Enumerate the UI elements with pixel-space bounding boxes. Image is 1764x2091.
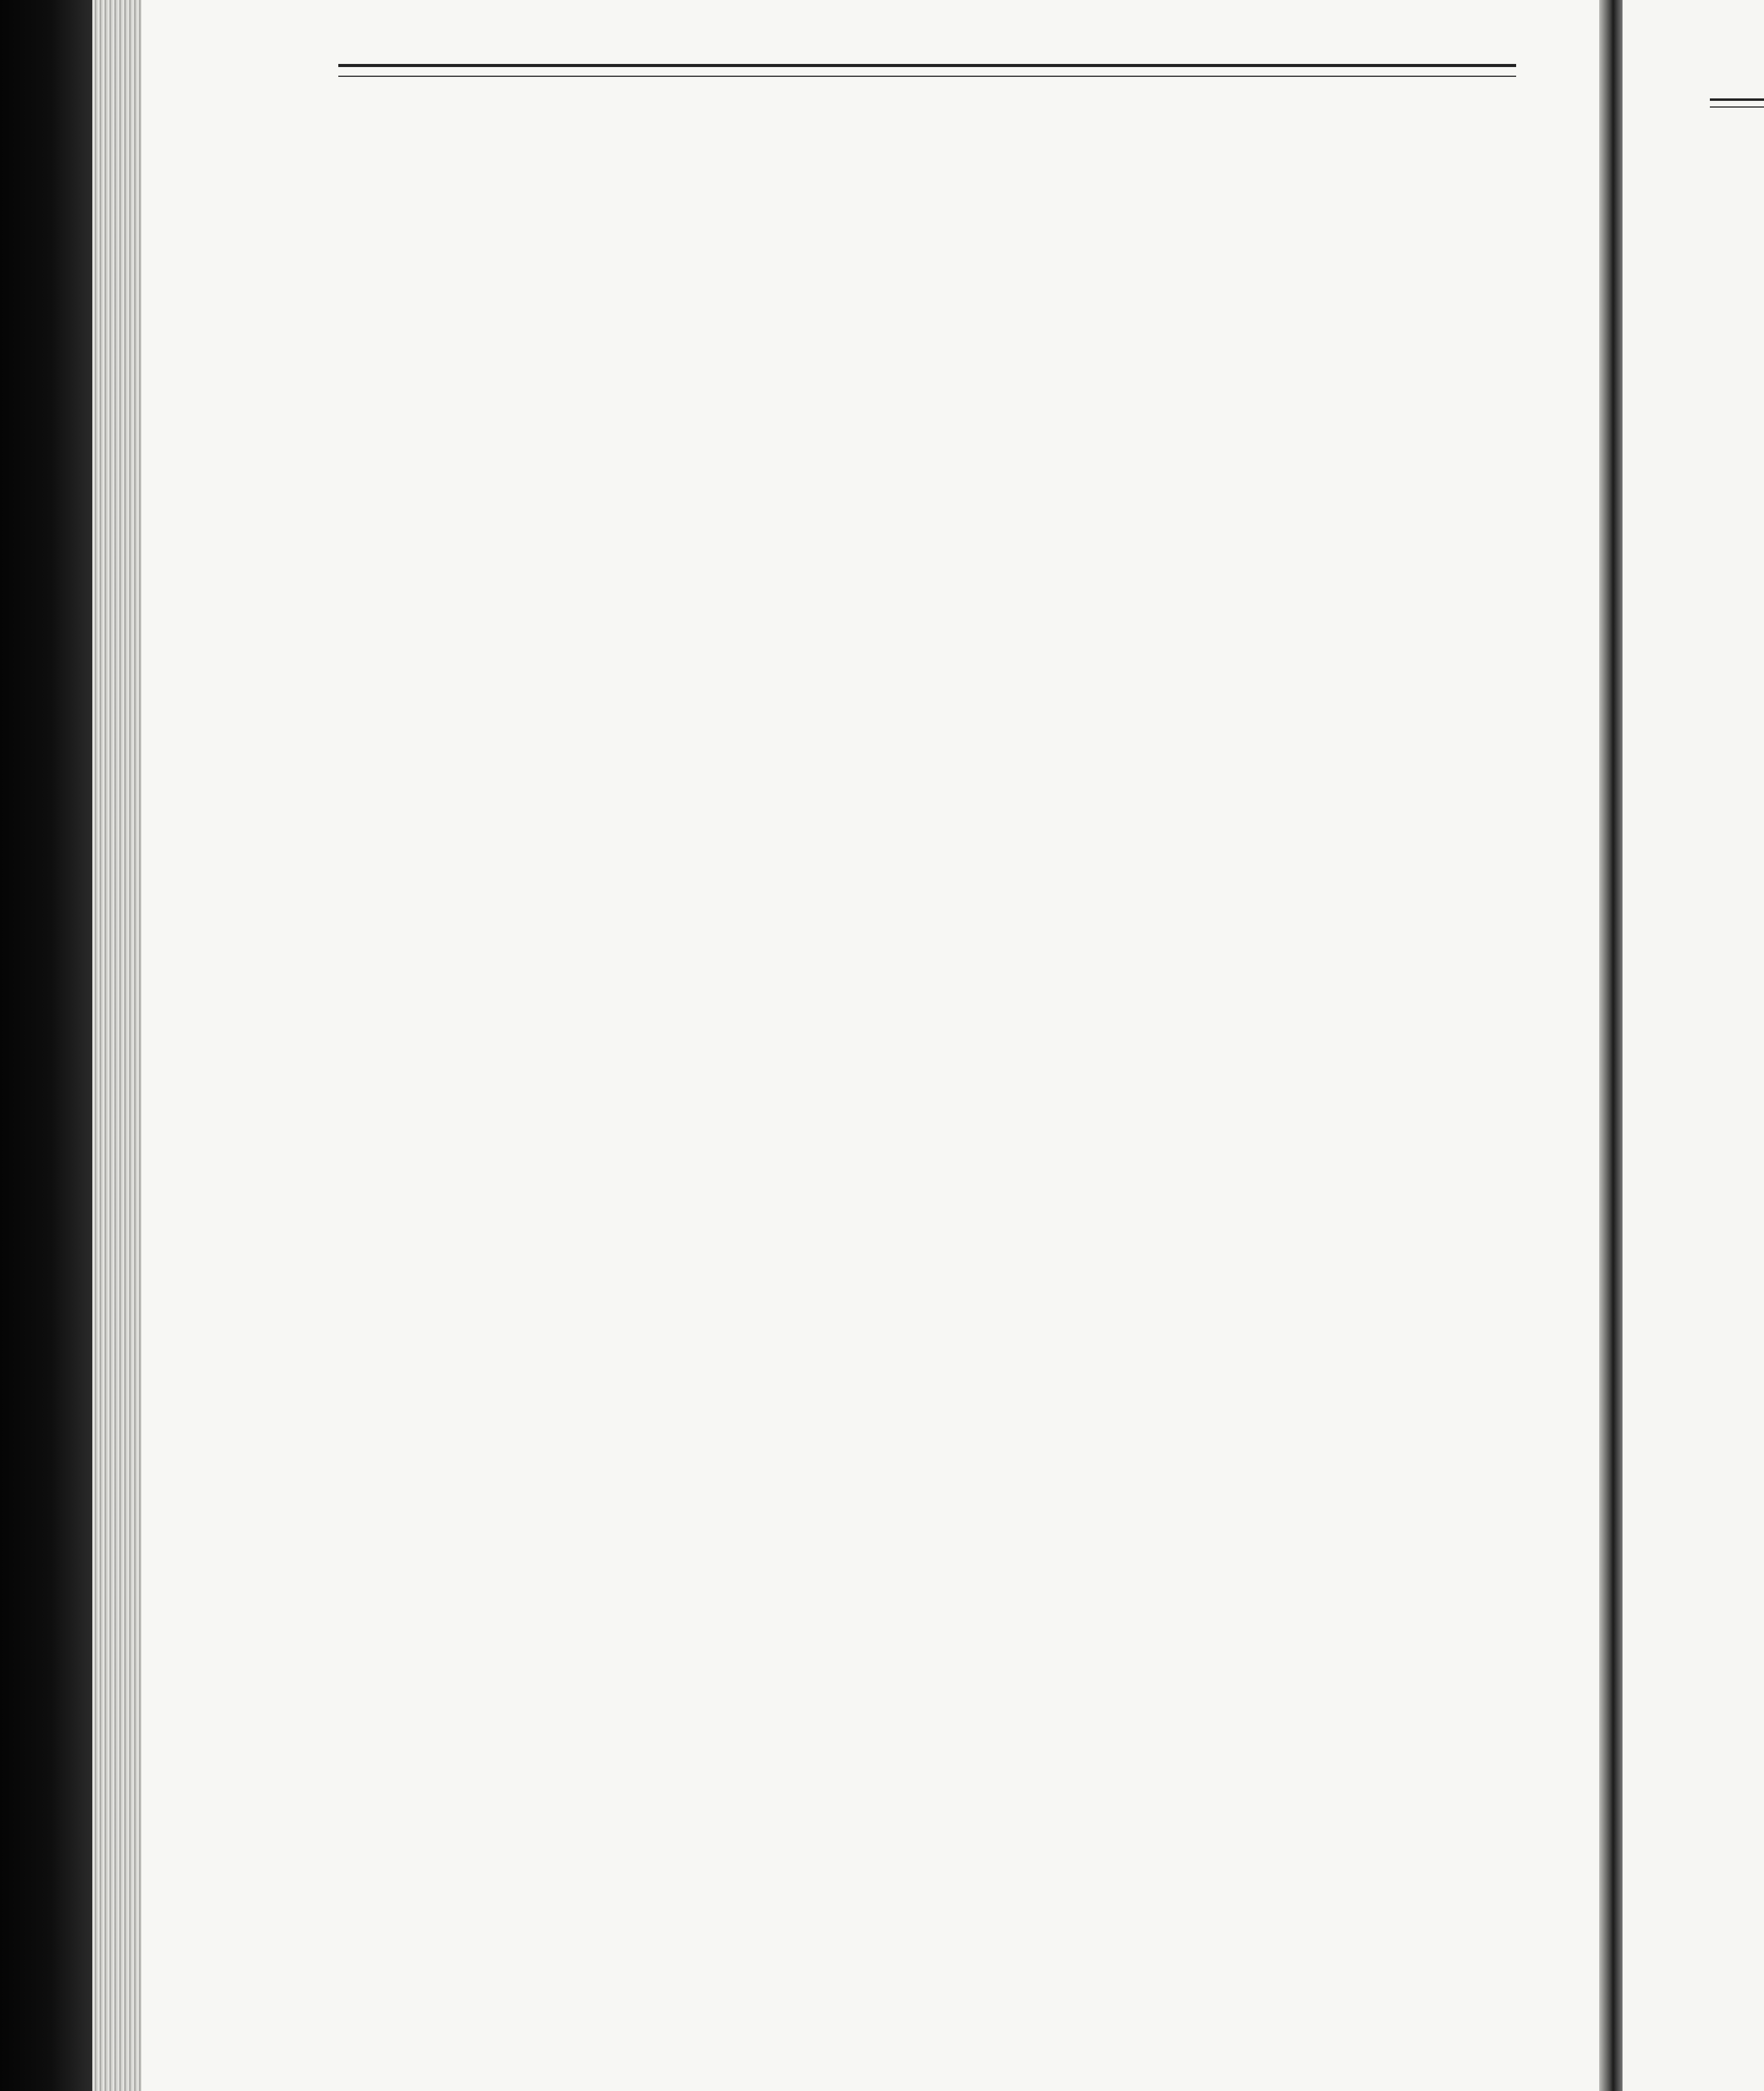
left-page (141, 0, 1605, 2091)
header-rule (338, 64, 1516, 77)
page-edges (92, 0, 141, 2091)
book-binding (0, 0, 92, 2091)
right-page (1623, 0, 1764, 2091)
book-gutter (1599, 0, 1623, 2091)
right-page-header-rule (1710, 98, 1764, 108)
